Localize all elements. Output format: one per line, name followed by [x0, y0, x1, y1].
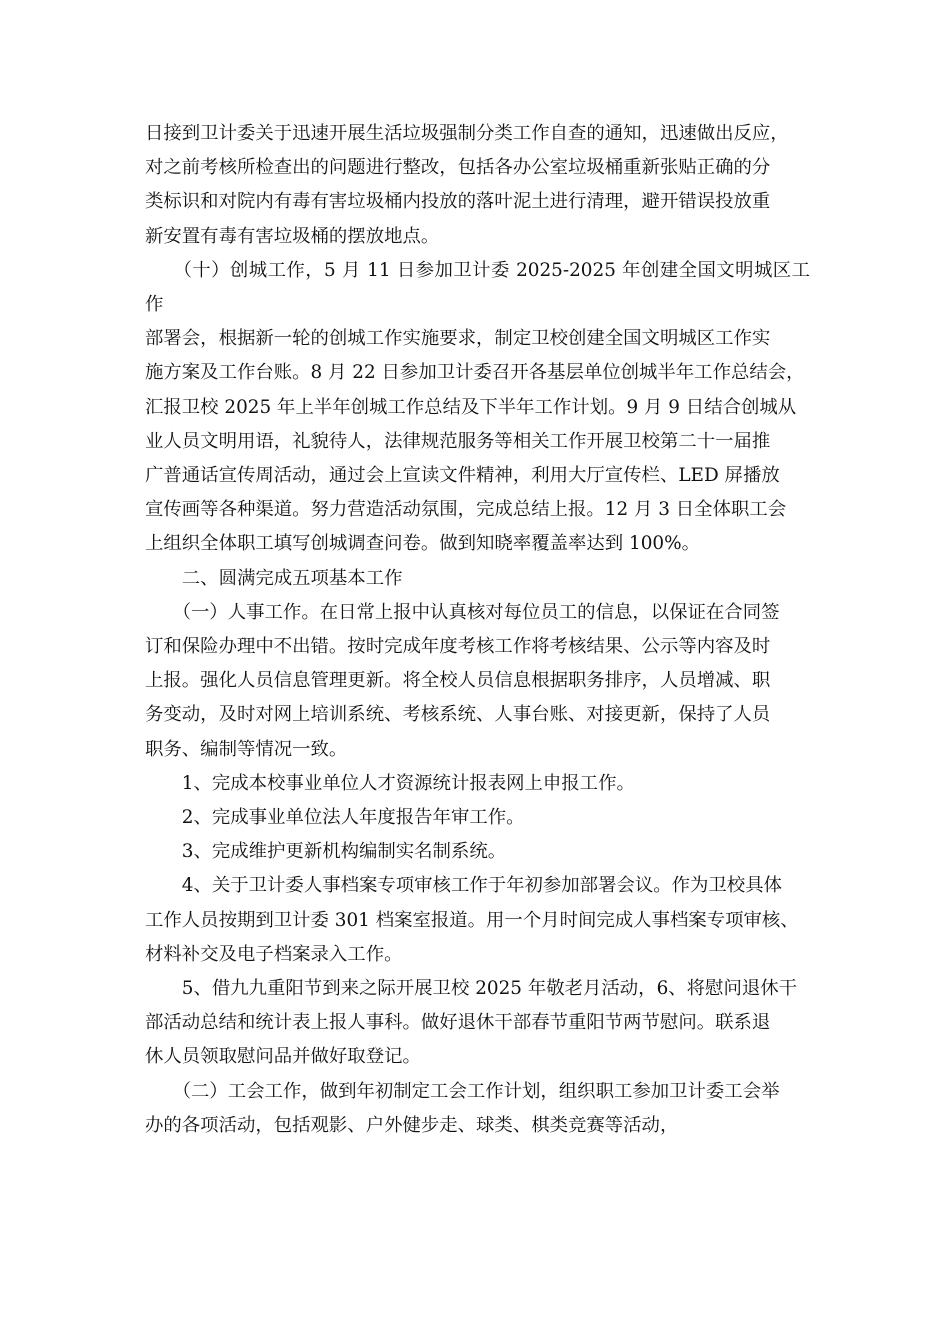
list-item-elderly-respect-month: 5、借九九重阳节到来之际开展卫校 2025 年敬老月活动，6、将慰问退休干 部活动总结和统计表上报人事科。做好退休干部春节重阳节两节慰问。联系退 休人员领取慰问品并做好取登记。	[145, 978, 798, 1068]
list-item-talent-statistics: 1、完成本校事业单位人才资源统计报表网上申报工作。	[145, 772, 635, 794]
list-item-establishment-system: 3、完成维护更新机构编制实名制系统。	[145, 841, 507, 863]
document-body	[145, 117, 810, 1143]
paragraph-personnel-work: （一）人事工作。在日常上报中认真核对每位员工的信息，以保证在合同签 订和保险办理中不出错。按时完成年度考核工作将考核结果、公示等内容及时 上报。强化人员信息管理更新。将全校人员信息根据职务排序，人员增减、职 务变动，及时对网上培训系统、考核系统、人事台账、对接更新，保持了人员 职务、编制等情况一致。	[145, 601, 780, 760]
list-item-personnel-archives: 4、关于卫计委人事档案专项审核工作于年初参加部署会议。作为卫校具体 工作人员按期到卫计委 301 档案室报道。用一个月时间完成人事档案专项审核、 材料补交及电子档案录入工作。	[145, 875, 799, 965]
section-heading-five-basic-tasks: 二、圆满完成五项基本工作	[145, 567, 403, 589]
list-item-annual-report: 2、完成事业单位法人年度报告年审工作。	[145, 807, 525, 829]
paragraph-civilized-city-work: （十）创城工作，5 月 11 日参加卫计委 2025-2025 年创建全国文明城区工作 部署会，根据新一轮的创城工作实施要求，制定卫校创建全国文明城区工作实 施方案及工作台账。8 月 22 日参加卫计委召开各基层单位创城半年工作总结会， 汇报卫校 2025 年上半年创城工作总结及下半年工作计划。9 月 9 日结合创城从 业人员文明用语，礼貌待人，法律规范服务等相关工作开展卫校第二十一届推 广普通话宣传周活动，通过会上宣读文件精神，利用大厅宣传栏、LED 屏播放 宣传画等各种渠道。努力营造活动氛围，完成总结上报。12 月 3 日全体职工会 上组织全体职工填写创城调查问卷。做到知晓率覆盖率达到 100%。	[145, 259, 810, 555]
paragraph-waste-sorting-continuation: 日接到卫计委关于迅速开展生活垃圾强制分类工作自查的通知，迅速做出反应， 对之前考核所检查出的问题进行整改，包括各办公室垃圾桶重新张贴正确的分 类标识和对院内有毒有害垃圾桶内投放的落叶泥土进行清理，避开错误投放重 新安置有毒有害垃圾桶的摆放地点。	[145, 123, 789, 247]
paragraph-union-work: （二）工会工作，做到年初制定工会工作计划，组织职工参加卫计委工会举 办的各项活动，包括观影、户外健步走、球类、棋类竞赛等活动，	[145, 1080, 780, 1136]
